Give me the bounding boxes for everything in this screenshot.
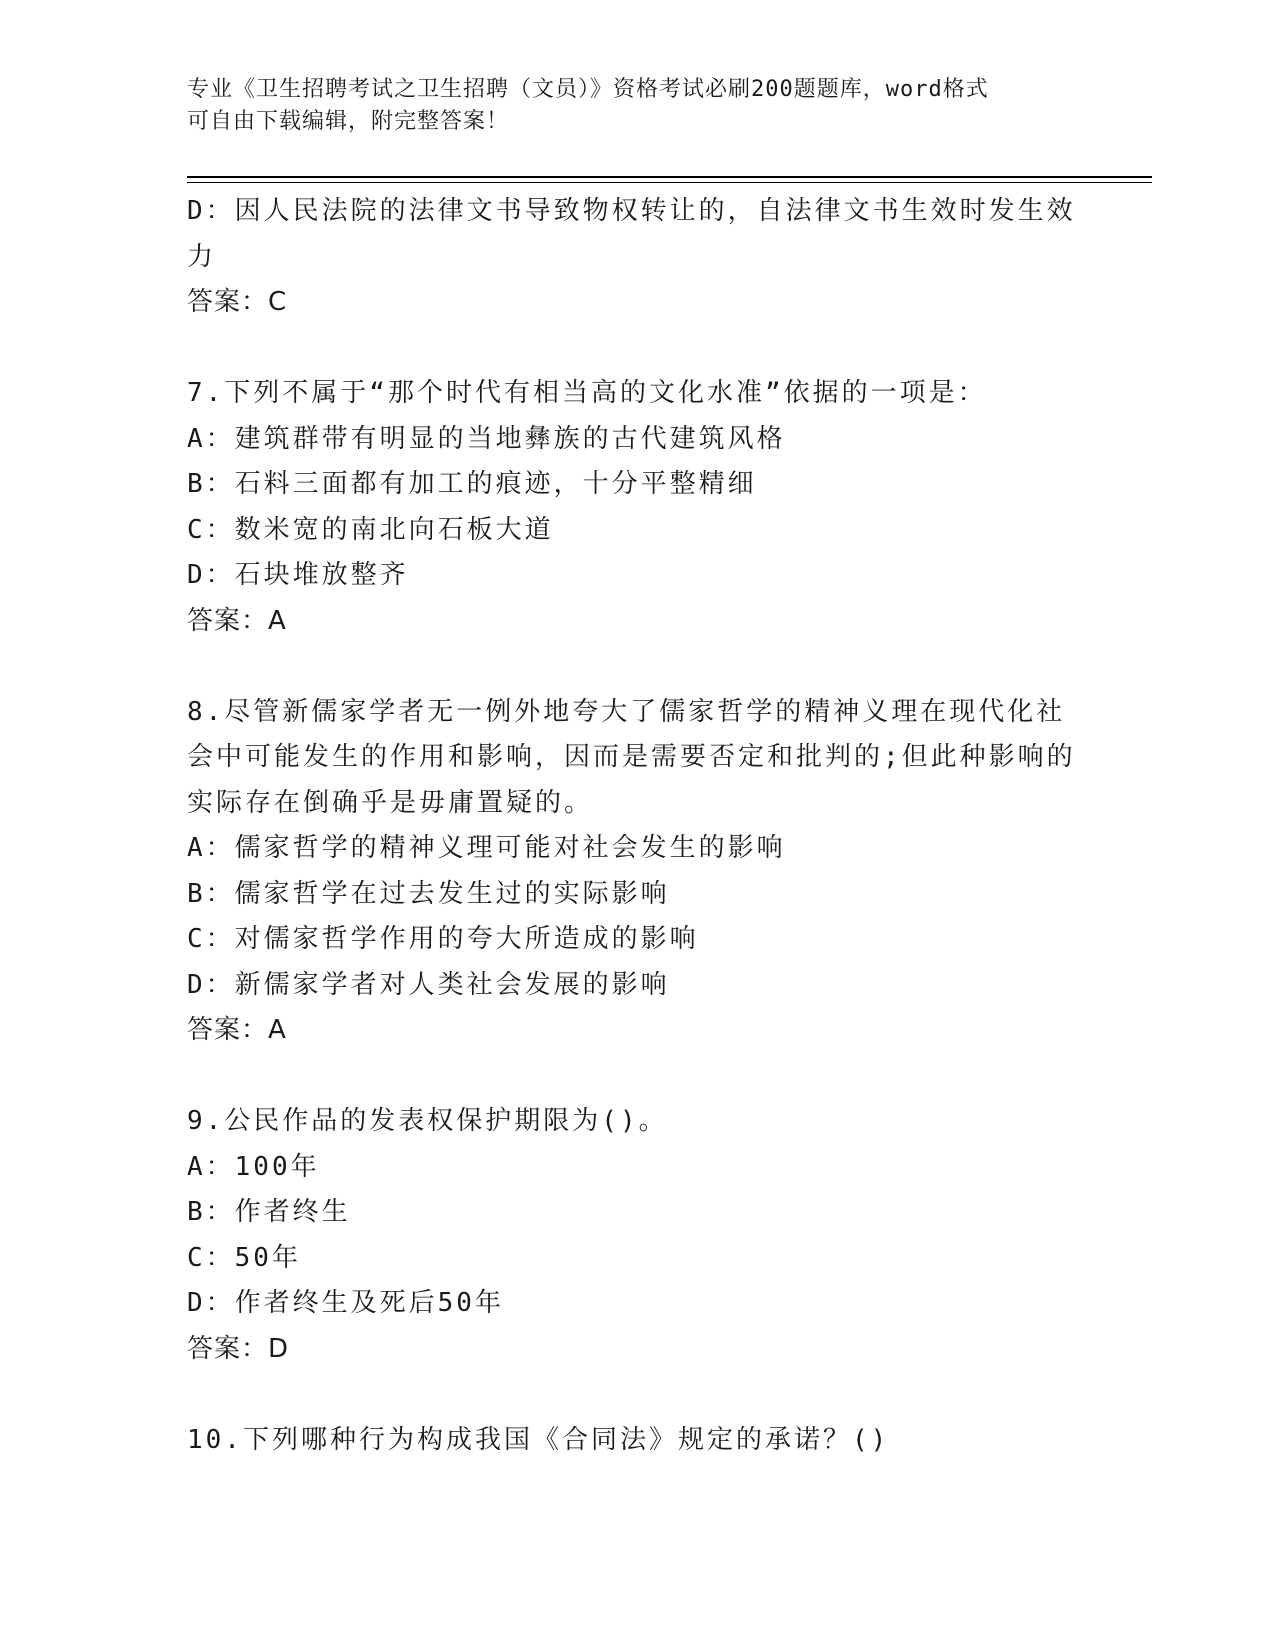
question-8-stem-line-3: 实际存在倒确乎是毋庸置疑的。 xyxy=(187,787,594,818)
question-8-option-c: C：对儒家哲学作用的夸大所造成的影响 xyxy=(187,924,699,954)
option-d: D：因人民法院的法律文书导致物权转让的，自法律文书生效时发生效 xyxy=(187,196,1076,226)
question-8-stem-line-1: 8.尽管新儒家学者无一例外地夸大了儒家哲学的精神义理在现代化社 xyxy=(187,696,1066,727)
header-rule-thick xyxy=(187,176,1152,178)
question-8-option-d: D：新儒家学者对人类社会发展的影响 xyxy=(187,969,670,1000)
header-rule-thin xyxy=(187,182,1152,183)
question-7-option-d: D：石块堆放整齐 xyxy=(187,560,409,590)
question-8-option-a: A：儒家哲学的精神义理可能对社会发生的影响 xyxy=(187,833,786,863)
question-9-option-d: D：作者终生及死后50年 xyxy=(187,1288,504,1318)
question-7-option-c: C：数米宽的南北向石板大道 xyxy=(187,514,554,545)
spacer xyxy=(187,1054,1087,1100)
question-9-option-a: A：100年 xyxy=(187,1151,320,1182)
spacer xyxy=(187,326,1087,372)
question-9-option-b: B：作者终生 xyxy=(187,1197,351,1227)
question-9-option-c: C：50年 xyxy=(187,1242,301,1273)
question-8-answer: 答案：A xyxy=(187,1015,287,1045)
header-line-2: 可自由下载编辑，附完整答案！ xyxy=(187,109,510,134)
question-7-stem: 7.下列不属于“那个时代有相当高的文化水准”依据的一项是： xyxy=(187,378,987,408)
spacer xyxy=(187,1372,1087,1418)
header-line-1: 专业《卫生招聘考试之卫生招聘（文员）》资格考试必刷200题题库，word格式 xyxy=(187,77,989,102)
answer: 答案：C xyxy=(187,287,288,317)
question-7-option-a: A：建筑群带有明显的当地彝族的古代建筑风格 xyxy=(187,423,786,454)
question-8-stem-line-2: 会中可能发生的作用和影响，因而是需要否定和批判的;但此种影响的 xyxy=(187,742,1076,772)
question-7-option-b: B：石料三面都有加工的痕迹，十分平整精细 xyxy=(187,469,757,499)
question-9-answer: 答案：D xyxy=(187,1333,290,1364)
question-content xyxy=(187,189,1087,1463)
option-d-continued: 力 xyxy=(187,241,217,272)
question-10-stem: 10.下列哪种行为构成我国《合同法》规定的承诺？() xyxy=(187,1424,890,1455)
document-header xyxy=(187,74,1087,138)
question-8-option-b: B：儒家哲学在过去发生过的实际影响 xyxy=(187,878,670,909)
spacer xyxy=(187,644,1087,690)
question-7-answer: 答案：A xyxy=(187,605,287,636)
question-9-stem: 9.公民作品的发表权保护期限为()。 xyxy=(187,1106,668,1136)
